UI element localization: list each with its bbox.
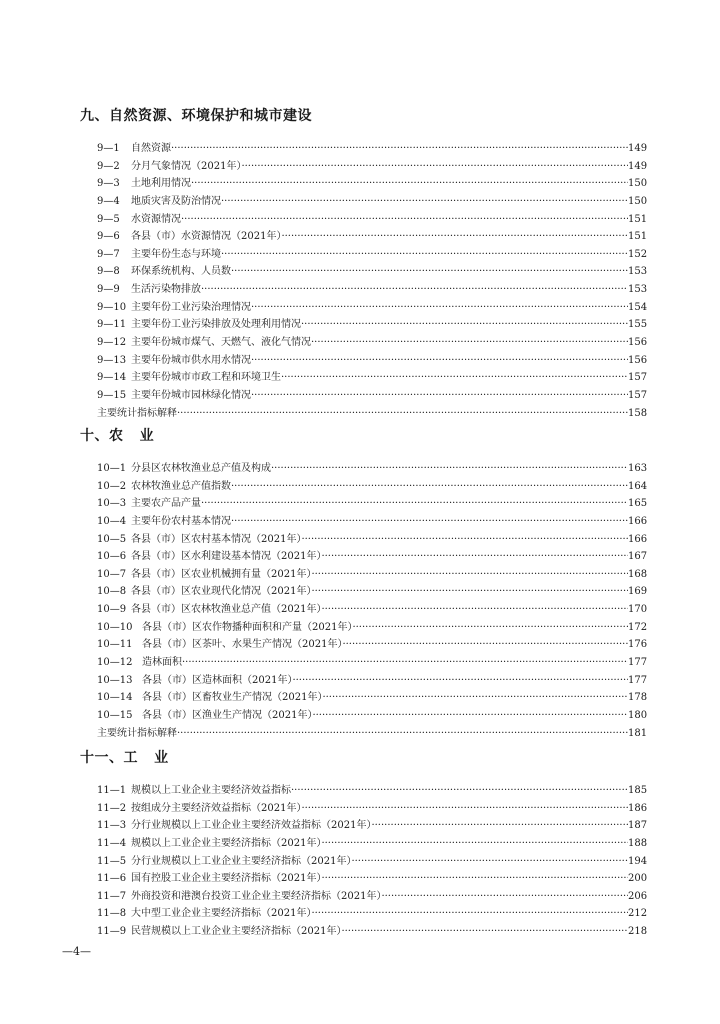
entry-title: 各县（市）区水利建设基本情况（2021年） ·····	[131, 548, 628, 566]
toc-entry[interactable]	[0, 548, 720, 566]
entry-page: 149	[628, 143, 648, 154]
section-ten-entries	[0, 460, 720, 742]
entry-title: 分县区农林牧渔业总产值及构成 ·····	[131, 460, 628, 478]
entry-title: 按组成分主要经济效益指标（2021年） ·····	[131, 800, 628, 818]
entry-title: 规模以上工业企业主要经济指标（2021年） ·····	[131, 835, 628, 853]
toc-entry[interactable]	[0, 619, 720, 637]
entry-page: 152	[628, 248, 648, 260]
toc-entry[interactable]	[0, 782, 720, 800]
entry-page: 157	[628, 372, 648, 384]
entry-title: 土地利用情况 ·····	[131, 175, 628, 193]
entry-number: 10—6	[97, 551, 127, 563]
entry-title: 各县（市）区农业机械拥有量（2021年） ·····	[131, 566, 628, 584]
toc-entry[interactable]	[0, 531, 720, 549]
entry-page: 194	[628, 855, 648, 867]
toc-entry[interactable]	[0, 246, 720, 264]
section-title: 十一、工 业	[80, 750, 169, 766]
entry-page: 155	[628, 319, 648, 331]
entry-title: 各县（市）区农林牧渔业总产值（2021年） ·····	[131, 601, 628, 619]
entry-title: 主要年份城市供水用水情况 ·····	[131, 352, 628, 370]
entry-number: 9—12	[97, 337, 127, 349]
entry-title: 环保系统机构、人员数 ·····	[131, 263, 628, 281]
entry-title: 分行业规模以上工业企业主要经济效益指标（2021年） ·····	[131, 817, 628, 835]
toc-entry[interactable]	[0, 870, 720, 888]
entry-title: 大中型工业企业主要经济指标（2021年） ·····	[131, 905, 628, 923]
entry-page: 150	[628, 178, 648, 190]
toc-entry[interactable]	[0, 636, 720, 654]
entry-page: 165	[628, 498, 648, 510]
entry-number: 10—5	[97, 533, 127, 545]
entry-number: 9—14	[97, 372, 127, 384]
entry-title: 各县（市）区茶叶、水果生产情况（2021年） ·····	[142, 636, 628, 654]
entry-number: 11—8	[97, 908, 127, 920]
entry-page: 158	[628, 407, 648, 419]
entry-page: 151	[628, 213, 648, 225]
entry-title: 外商投资和港澳台投资工业企业主要经济指标（2021年） ·····	[131, 888, 628, 906]
entry-number: 11—1	[97, 785, 127, 796]
toc-entry[interactable]	[0, 601, 720, 619]
entry-number: 10—14	[97, 692, 133, 704]
entry-page: 188	[628, 837, 648, 849]
entry-title: 农林牧渔业总产值指数 ·····	[131, 478, 628, 496]
entry-page: 187	[628, 820, 648, 832]
entry-page: 181	[628, 727, 648, 739]
entry-page: 218	[628, 926, 648, 938]
toc-entry[interactable]	[0, 495, 720, 513]
entry-page: 176	[628, 639, 648, 651]
entry-title: 分行业规模以上工业企业主要经济指标（2021年） ·····	[131, 853, 628, 871]
entry-title: 主要年份工业污染排放及处理利用情况 ·····	[131, 316, 628, 334]
entry-number: 10—2	[97, 480, 127, 492]
toc-entry[interactable]	[0, 853, 720, 871]
entry-page: 154	[628, 301, 648, 313]
entry-title: 各县（市）水资源情况（2021年） ·····	[131, 228, 628, 246]
entry-title: 分月气象情况（2021年） ·····	[131, 158, 628, 176]
entry-title: 各县（市）区农村基本情况（2021年） ·····	[131, 531, 628, 549]
entry-number: 11—4	[97, 837, 127, 849]
toc-entry[interactable]	[0, 654, 720, 672]
toc-entry[interactable]	[0, 689, 720, 707]
toc-entry[interactable]	[0, 725, 720, 743]
entry-number: 10—10	[97, 621, 133, 633]
toc-entry[interactable]	[0, 478, 720, 496]
toc-entry[interactable]	[0, 193, 720, 211]
entry-number: 11—7	[97, 890, 127, 902]
toc-entry[interactable]	[0, 888, 720, 906]
entry-title: 主要年份工业污染治理情况 ·····	[131, 299, 628, 317]
entry-title: 主要年份城市园林绿化情况 ·····	[131, 387, 628, 405]
entry-title: 主要年份城市市政工程和环境卫生 ·····	[131, 369, 628, 387]
entry-number: 10—13	[97, 674, 133, 686]
entry-page: 153	[628, 266, 648, 278]
entry-number: 10—1	[97, 463, 127, 474]
entry-page: 149	[628, 160, 648, 172]
entry-number: 9—9	[97, 284, 120, 296]
toc-entry[interactable]	[0, 566, 720, 584]
toc-entry[interactable]	[0, 387, 720, 405]
entry-number: 9—15	[97, 389, 127, 401]
section-title: 十、农 业	[80, 428, 155, 444]
entry-number: 11—2	[97, 802, 127, 814]
entry-title: 国有控股工业企业主要经济指标（2021年） ·····	[131, 870, 628, 888]
page-number: —4—	[62, 945, 91, 958]
section-title: 九、自然资源、环境保护和城市建设	[80, 108, 312, 124]
toc-entry[interactable]	[0, 672, 720, 690]
entry-title: 主要统计指标解释 ·····	[97, 405, 628, 423]
toc-entry[interactable]	[0, 352, 720, 370]
entry-page: 166	[628, 515, 648, 527]
entry-number: 9—11	[97, 319, 127, 331]
entry-number: 10—8	[97, 586, 127, 598]
toc-entry[interactable]	[0, 211, 720, 229]
entry-number: 9—4	[97, 195, 120, 207]
entry-page: 156	[628, 354, 648, 366]
entry-title: 主要年份生态与环境 ·····	[131, 246, 628, 264]
entry-number: 10—4	[97, 515, 127, 527]
toc-entry[interactable]	[0, 299, 720, 317]
toc-entry[interactable]	[0, 140, 720, 158]
entry-title: 规模以上工业企业主要经济效益指标 ·····	[131, 782, 628, 800]
section-eleven-entries	[0, 782, 720, 941]
toc-entry[interactable]	[0, 583, 720, 601]
entry-number: 11—6	[97, 873, 127, 885]
entry-number: 9—10	[97, 301, 127, 313]
entry-number: 10—12	[97, 657, 133, 669]
entry-page: 156	[628, 337, 648, 349]
entry-title: 地质灾害及防治情况 ·····	[131, 193, 628, 211]
entry-title: 各县（市）区农业现代化情况（2021年） ·····	[131, 583, 628, 601]
entry-number: 9—2	[97, 160, 120, 172]
entry-title: 各县（市）区畜牧业生产情况（2021年） ·····	[142, 689, 628, 707]
toc-entry[interactable]	[0, 263, 720, 281]
toc-entry[interactable]	[0, 405, 720, 423]
entry-title: 民营规模以上工业企业主要经济指标（2021年） ·····	[131, 923, 628, 941]
entry-page: 185	[628, 785, 648, 796]
toc-entry[interactable]	[0, 513, 720, 531]
entry-page: 164	[628, 480, 648, 492]
entry-page: 168	[628, 568, 648, 580]
entry-number: 10—11	[97, 639, 133, 651]
entry-number: 9—3	[97, 178, 120, 190]
entry-number: 9—5	[97, 213, 120, 225]
toc-entry[interactable]	[0, 369, 720, 387]
entry-number: 11—3	[97, 820, 127, 832]
entry-title: 主要年份农村基本情况 ·····	[131, 513, 628, 531]
toc-entry[interactable]	[0, 228, 720, 246]
entry-page: 151	[628, 231, 648, 243]
entry-page: 172	[628, 621, 648, 633]
toc-entry[interactable]	[0, 800, 720, 818]
entry-title: 主要统计指标解释 ·····	[97, 725, 628, 743]
section-nine-entries	[0, 140, 720, 422]
entry-title: 水资源情况 ·····	[131, 211, 628, 229]
entry-page: 177	[628, 674, 648, 686]
entry-page: 170	[628, 604, 648, 616]
entry-page: 157	[628, 389, 648, 401]
entry-page: 206	[628, 890, 648, 902]
entry-page: 163	[628, 463, 648, 474]
entry-page: 200	[628, 873, 648, 885]
entry-number: 9—1	[97, 143, 120, 154]
toc-entry[interactable]	[0, 817, 720, 835]
entry-page: 186	[628, 802, 648, 814]
toc-entry[interactable]	[0, 460, 720, 478]
entry-number: 10—9	[97, 604, 127, 616]
entry-number: 9—13	[97, 354, 127, 366]
entry-title: 自然资源 ·····	[131, 140, 628, 158]
entry-number: 9—7	[97, 248, 120, 260]
entry-number: 9—8	[97, 266, 120, 278]
entry-page: 169	[628, 586, 648, 598]
toc-entry[interactable]	[0, 334, 720, 352]
entry-title: 主要年份城市煤气、天燃气、液化气情况 ·····	[131, 334, 628, 352]
entry-page: 177	[628, 657, 648, 669]
toc-entry[interactable]	[0, 158, 720, 176]
entry-title: 各县（市）区造林面积（2021年） ·····	[142, 672, 628, 690]
entry-page: 167	[628, 551, 648, 563]
entry-number: 10—7	[97, 568, 127, 580]
entry-title: 造林面积 ·····	[142, 654, 628, 672]
toc-entry[interactable]	[0, 281, 720, 299]
entry-page: 166	[628, 533, 648, 545]
toc-entry[interactable]	[0, 707, 720, 725]
toc-entry[interactable]	[0, 923, 720, 941]
toc-entry[interactable]	[0, 905, 720, 923]
entry-page: 180	[628, 709, 648, 721]
toc-entry[interactable]	[0, 175, 720, 193]
entry-number: 11—5	[97, 855, 127, 867]
entry-page: 153	[628, 284, 648, 296]
entry-page: 212	[628, 908, 648, 920]
entry-title: 各县（市）区农作物播种面积和产量（2021年） ·····	[142, 619, 628, 637]
entry-page: 178	[628, 692, 648, 704]
entry-number: 10—3	[97, 498, 127, 510]
toc-entry[interactable]	[0, 835, 720, 853]
entry-title: 各县（市）区渔业生产情况（2021年） ·····	[142, 707, 628, 725]
entry-number: 9—6	[97, 231, 120, 243]
entry-title: 主要农产品产量 ·····	[131, 495, 628, 513]
entry-number: 10—15	[97, 709, 133, 721]
entry-title: 生活污染物排放 ·····	[131, 281, 628, 299]
entry-number: 11—9	[97, 926, 127, 938]
toc-entry[interactable]	[0, 316, 720, 334]
entry-page: 150	[628, 195, 648, 207]
